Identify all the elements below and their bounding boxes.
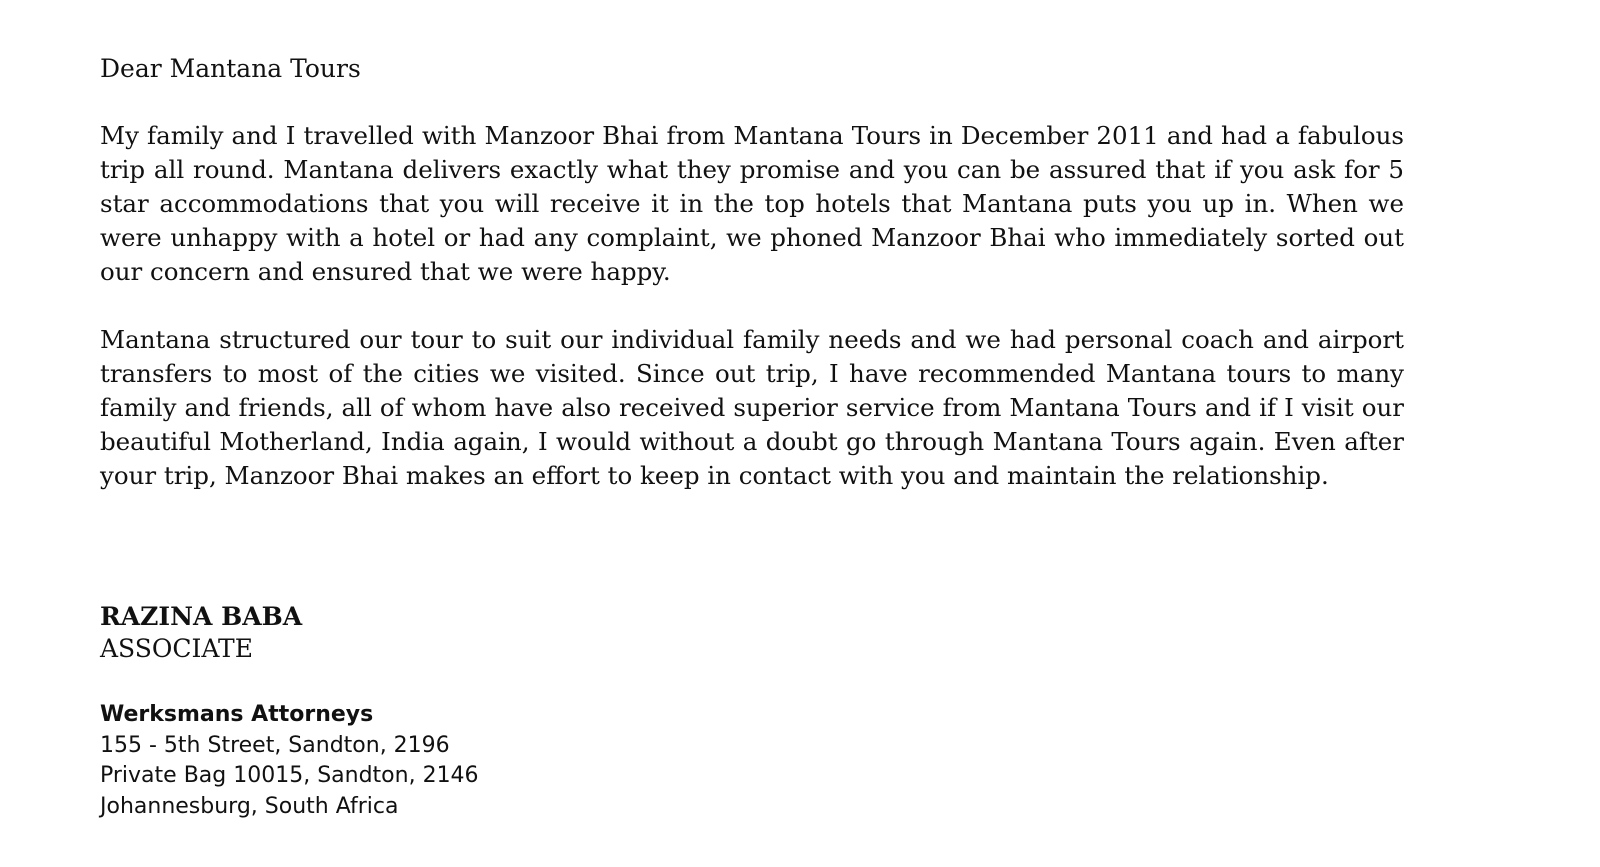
- address-line-1: 155 - 5th Street, Sandton, 2196: [100, 732, 450, 758]
- paragraph-1: My family and I travelled with Manzoor Bhai from Mantana Tours in December 2011 and had a fabulous trip all round. Mantana delivers exactly what they promise and you can be assured that if you ask for 5 star accommodations that you will receive it in the top hotels that Mantana puts you up in. When we were unhappy with a hotel or had any complaint, we phoned Manzoor Bhai who immediately sorted out our concern and ensured that we were happy.: [100, 121, 1404, 286]
- salutation: Dear Mantana Tours: [100, 54, 361, 83]
- paragraph-2: Mantana structured our tour to suit our individual family needs and we had personal coach and airport transfers to most of the cities we visited. Since out trip, I have recommended Mantana tours to many family and friends, all of whom have also received superior service from Mantana Tours and if I visit our beautiful Motherland, India again, I would without a doubt go through Mantana Tours again. Even after your trip, Manzoor Bhai makes an effort to keep in contact with you and maintain the relationship.: [100, 325, 1404, 490]
- signatory-name: RAZINA BABA: [100, 602, 303, 631]
- firm-block: [100, 700, 1404, 822]
- address-line-2: Private Bag 10015, Sandton, 2146: [100, 763, 479, 788]
- address-line-3: Johannesburg, South Africa: [100, 793, 399, 819]
- firm-name: Werksmans Attorneys: [100, 702, 374, 727]
- letter-page: [100, 52, 1404, 822]
- signature-block: [100, 601, 1404, 665]
- signatory-title: ASSOCIATE: [100, 634, 253, 663]
- signature-spacer: [100, 527, 1404, 601]
